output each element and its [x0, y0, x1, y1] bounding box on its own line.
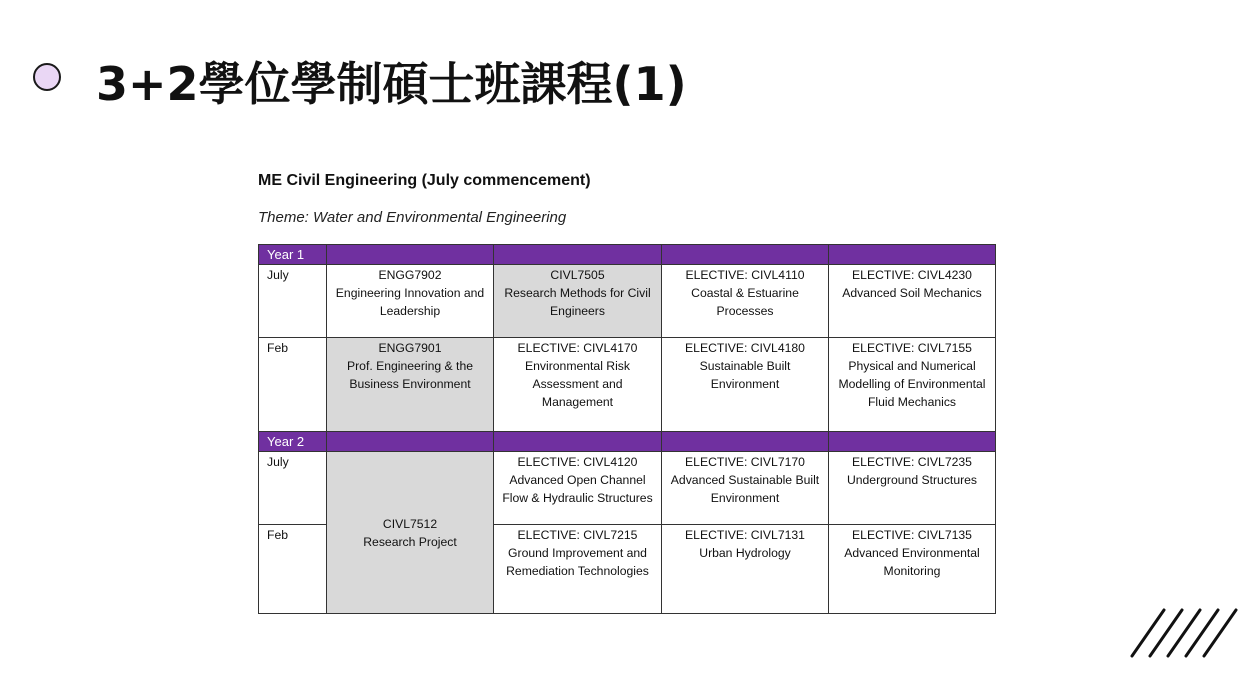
- course-title: Sustainable Built Environment: [699, 359, 791, 391]
- course-title: Underground Structures: [846, 473, 978, 487]
- table-row: [259, 265, 996, 338]
- year-2-header-row: [259, 432, 996, 452]
- semester-label: Feb: [259, 338, 327, 432]
- year-1-label: Year 1: [259, 245, 327, 265]
- decorative-slashes-icon: [1128, 606, 1238, 660]
- course-title: Research Methods for Civil Engineers: [504, 286, 651, 318]
- course-title: Advanced Environmental Monitoring: [844, 546, 980, 578]
- course-cell: [327, 265, 494, 338]
- course-title: Environmental Risk Assessment and Management: [525, 359, 630, 409]
- course-title: Ground Improvement and Remediation Technologies: [506, 546, 649, 578]
- course-title: Advanced Soil Mechanics: [842, 286, 982, 300]
- course-cell: [494, 525, 662, 614]
- course-code: ELECTIVE: CIVL4120: [517, 455, 638, 469]
- year-1-header-row: [259, 245, 996, 265]
- course-cell: [327, 338, 494, 432]
- course-cell: [662, 265, 829, 338]
- course-code: ELECTIVE: CIVL4170: [517, 341, 638, 355]
- document-theme: Theme: Water and Environmental Engineering: [258, 209, 567, 226]
- course-code: ELECTIVE: CIVL7155: [852, 341, 972, 355]
- document-heading: ME Civil Engineering (July commencement): [258, 172, 591, 189]
- course-title: Advanced Open Channel Flow & Hydraulic Structures: [502, 473, 653, 505]
- course-code: ELECTIVE: CIVL7135: [852, 528, 972, 542]
- slide-title: 3+2學位學制碩士班課程(1): [96, 57, 687, 111]
- course-table: [258, 244, 996, 614]
- course-title: Advanced Sustainable Built Environment: [670, 473, 820, 505]
- course-cell: [662, 452, 829, 525]
- title-bullet-icon: [33, 63, 61, 91]
- course-code: ELECTIVE: CIVL7170: [685, 455, 805, 469]
- course-cell: [829, 525, 996, 614]
- table-row: [259, 338, 996, 432]
- course-cell: [662, 338, 829, 432]
- course-code: ELECTIVE: CIVL7131: [685, 528, 805, 542]
- course-code: ENGG7901: [378, 341, 442, 355]
- course-cell: [829, 265, 996, 338]
- semester-label: July: [259, 265, 327, 338]
- course-title: Prof. Engineering & the Business Environment: [346, 359, 474, 391]
- course-cell: [829, 338, 996, 432]
- course-code: CIVL7512: [382, 516, 438, 531]
- course-code: ELECTIVE: CIVL4180: [685, 341, 805, 355]
- year-2-label: Year 2: [259, 432, 327, 452]
- table-row: [259, 452, 996, 525]
- course-code: ELECTIVE: CIVL7235: [852, 455, 972, 469]
- course-code: ELECTIVE: CIVL4230: [852, 268, 972, 282]
- course-title: Physical and Numerical Modelling of Environmental Fluid Mechanics: [838, 359, 986, 409]
- course-title: Coastal & Estuarine Processes: [691, 286, 799, 318]
- course-code: CIVL7505: [550, 268, 605, 282]
- course-cell: [494, 452, 662, 525]
- course-cell: [829, 452, 996, 525]
- course-title: Research Project: [363, 534, 457, 549]
- course-code: ELECTIVE: CIVL7215: [517, 528, 638, 542]
- course-code: ELECTIVE: CIVL4110: [685, 268, 805, 282]
- course-code: ENGG7902: [378, 268, 442, 282]
- course-title: Urban Hydrology: [699, 546, 791, 560]
- semester-label: July: [259, 452, 327, 525]
- course-cell: [662, 525, 829, 614]
- research-project-cell: [327, 452, 494, 614]
- course-cell: [494, 265, 662, 338]
- course-title: Engineering Innovation and Leadership: [335, 286, 485, 318]
- semester-label: Feb: [259, 525, 327, 614]
- course-cell: [494, 338, 662, 432]
